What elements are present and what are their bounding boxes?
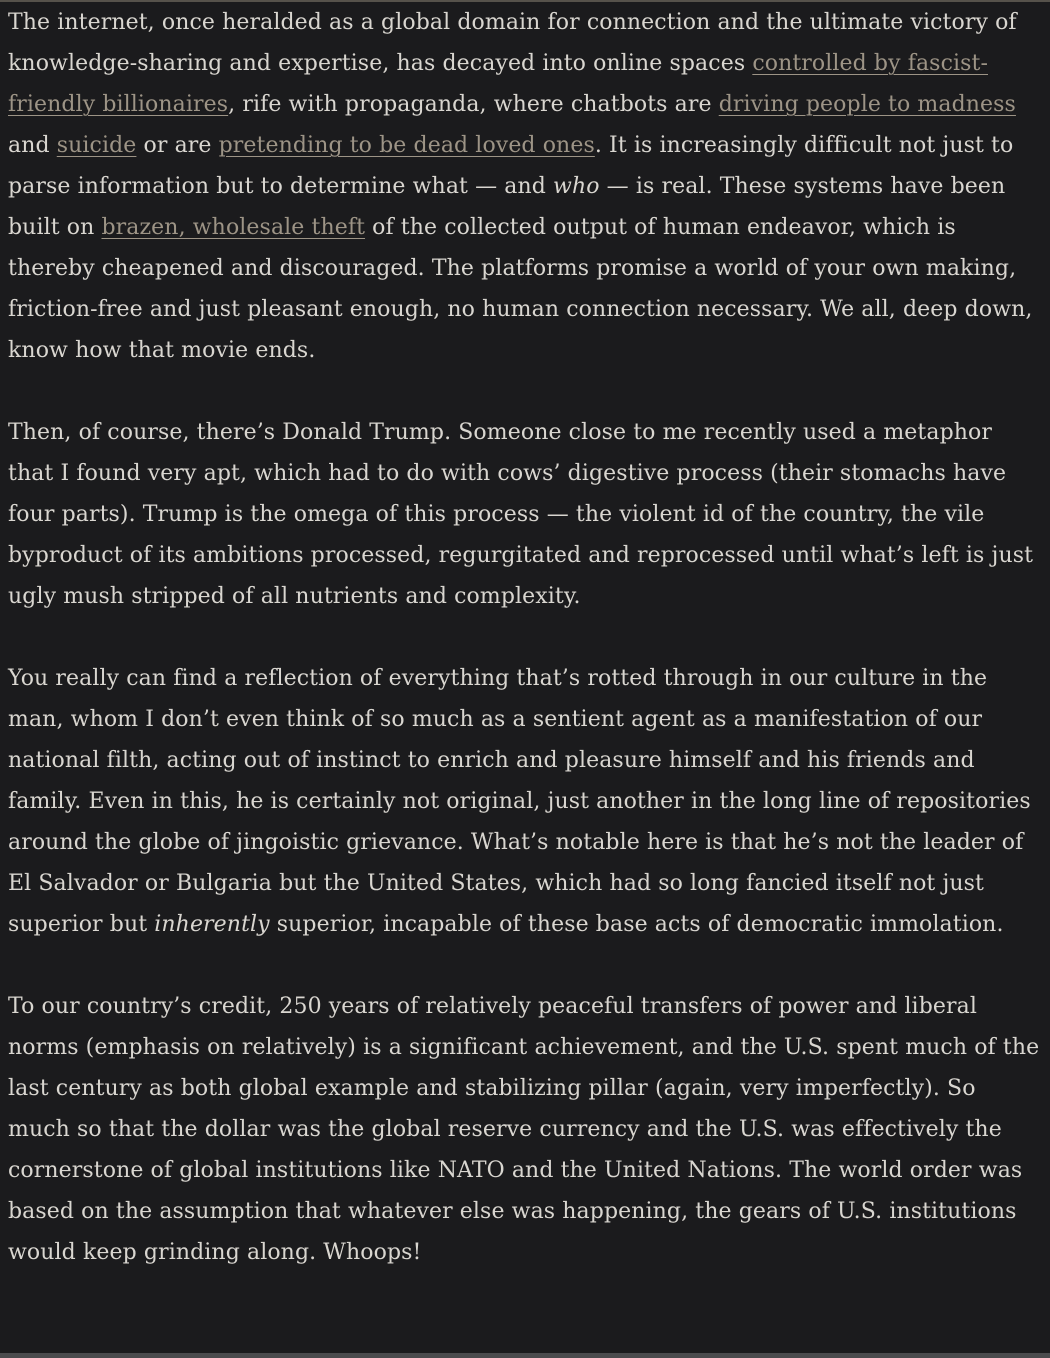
paragraph: The internet, once heralded as a global domain for connection and the ultimate victory of knowledge-sharing and expertise, has decayed into online spaces controlled by fascist-friendly billionaires, rife with propaganda, where chatbots are driving people to madness and suicide or are pretending to be dead loved ones. It is increasingly difficult not just to parse information but to determine what — and who — is real. These systems have been built on brazen, wholesale theft of the collected output of human endeavor, which is thereby cheapened and discouraged. The platforms promise a world of your own making, friction-free and just pleasant enough, no human connection necessary. We all, deep down, know how that movie ends. <box>8 10 1033 363</box>
top-divider <box>0 0 1050 2</box>
paragraph: Then, of course, there’s Donald Trump. Someone close to me recently used a metaphor that I found very apt, which had to do with cows’ digestive process (their stomachs have four parts). Trump is the omega of this process — the violent id of the country, the vile byproduct of its ambitions processed, regurgitated and reprocessed until what’s left is just ugly mush stripped of all nutrients and complexity. <box>8 420 1034 609</box>
inline-link[interactable]: controlled by fascist-friendly billionaires <box>8 51 988 117</box>
emphasis-text: who <box>553 174 600 199</box>
bottom-divider <box>0 1353 1050 1358</box>
emphasis-text: inherently <box>154 912 270 937</box>
inline-link[interactable]: brazen, wholesale theft <box>101 215 366 240</box>
inline-link[interactable]: driving people to madness <box>718 92 1016 117</box>
paragraph: You really can find a reflection of everything that’s rotted through in our culture in the man, whom I don’t even think of so much as a sentient agent as a manifestation of our national filth, acting out of instinct to enrich and pleasure himself and his friends and family. Even in this, he is certainly not original, just another in the long line of repositories around the globe of jingoistic grievance. What’s notable here is that he’s not the leader of El Salvador or Bulgaria but the United States, which had so long fancied itself not just superior but inherently superior, incapable of these base acts of democratic immolation. <box>8 666 1031 937</box>
inline-link[interactable]: suicide <box>56 133 137 158</box>
paragraph: To our country’s credit, 250 years of relatively peaceful transfers of power and liberal norms (emphasis on relatively) is a significant achievement, and the U.S. spent much of the last century as both global example and stabilizing pillar (again, very imperfectly). So much so that the dollar was the global reserve currency and the U.S. was effectively the cornerstone of global institutions like NATO and the United Nations. The world order was based on the assumption that whatever else was happening, the gears of U.S. institutions would keep grinding along. Whoops! <box>8 994 1040 1265</box>
inline-link[interactable]: pretending to be dead loved ones <box>218 133 595 158</box>
